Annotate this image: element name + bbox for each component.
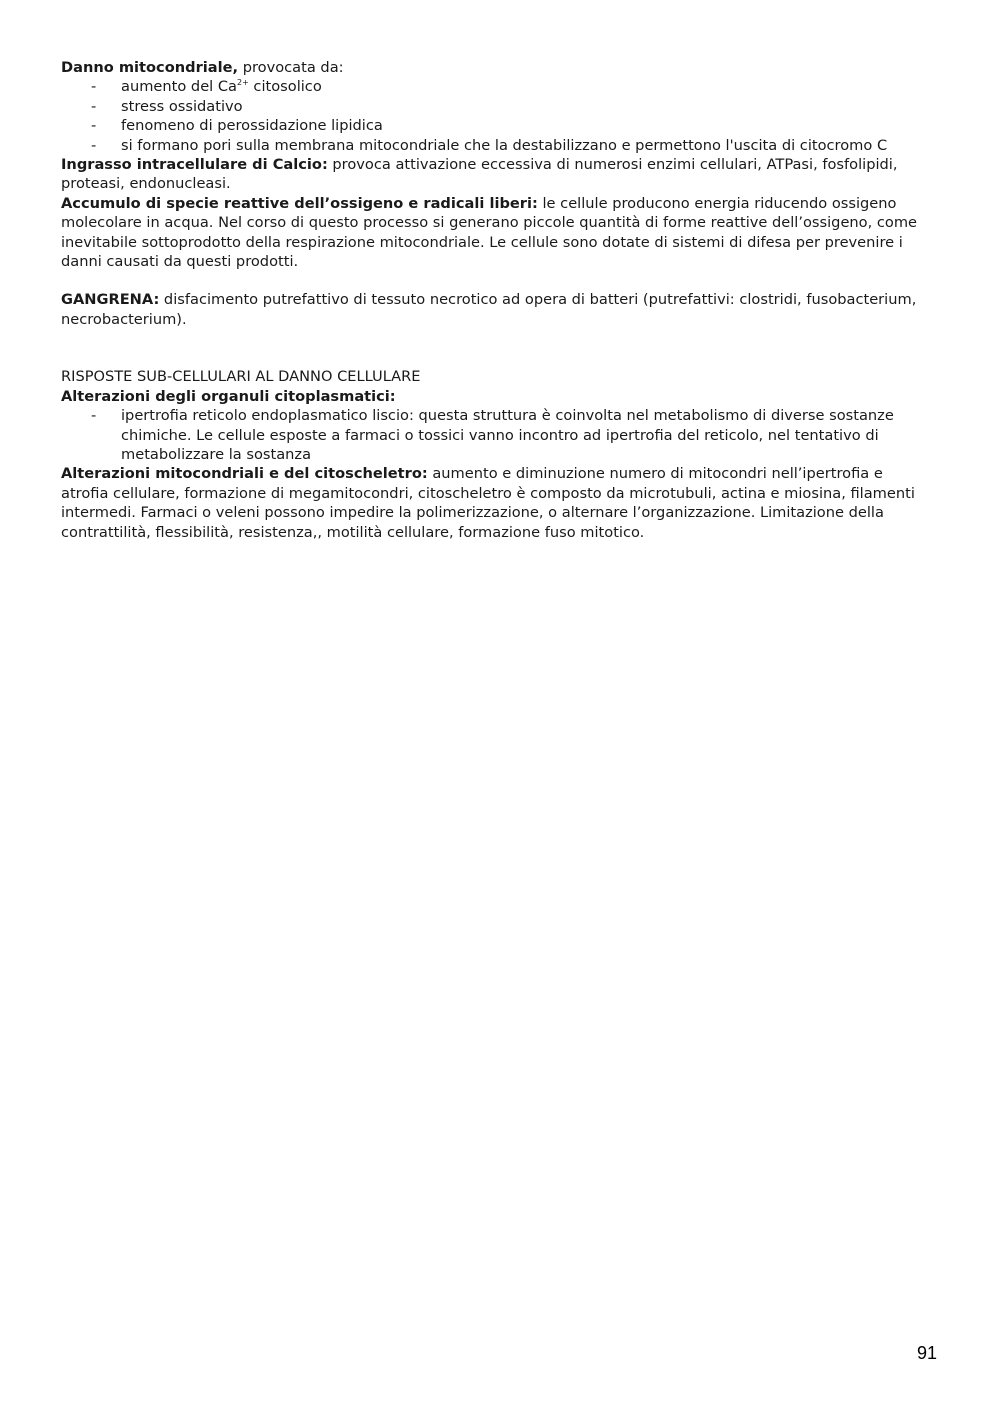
ossigeno-paragraph: [61, 194, 933, 272]
gangrena-text: disfacimento putrefattivo di tessuto necrotico ad opera di batteri (putrefattivi: clostridi, fusobacterium, necrobacterium).: [61, 291, 917, 328]
list-item-text: aumento del Ca: [121, 78, 237, 96]
citoscheletro-paragraph: [61, 464, 933, 542]
ossigeno-text: le cellule producono energia riducendo ossigeno molecolare in acqua. Nel corso di questo processo si generano piccole quantità di forme reattive dell’ossigeno, come inevitabile sottoprodotto della respirazione mitocondriale. Le cellule sono dotate di sistemi di difesa per prevenire i danni causati da questi prodotti.: [61, 194, 918, 271]
calcio-text: provoca attivazione eccessiva di numerosi enzimi cellulari, ATPasi, fosfolipidi, proteasi, endonucleasi.: [61, 156, 898, 193]
organuli-title: Alterazioni degli organuli citoplasmatici:: [61, 387, 396, 405]
danno-mitocondriale-title: Danno mitocondriale,: [61, 59, 239, 76]
section-heading: RISPOSTE SUB-CELLULARI AL DANNO CELLULARE: [61, 368, 421, 386]
calcio-paragraph: [61, 155, 933, 194]
gangrena-title: GANGRENA:: [61, 291, 160, 309]
spacer: [61, 271, 933, 290]
list-item-perossidazione: - fenomeno di perossidazione lipidica: [61, 116, 933, 135]
calcio-title: Ingrasso intracellulare di Calcio:: [61, 156, 328, 174]
list-item-pori-membrana: - si formano pori sulla membrana mitocondriale che la destabilizzano e permettono l'uscita di citocromo C: [61, 136, 933, 155]
list-item-calcio-citosolico: [61, 77, 933, 96]
list-item-ipertrofia-reticolo: - ipertrofia reticolo endoplasmatico liscio: questa struttura è coinvolta nel metabolismo di diverse sostanze chimiche. Le cellule esposte a farmaci o tossici vanno incontro ad ipertrofia del reticolo, nel tentativo di metabolizzare la sostanza: [61, 406, 933, 464]
list-item-text: citosolico: [248, 78, 322, 96]
superscript-charge: 2+: [237, 78, 249, 88]
organuli-list: [61, 406, 933, 464]
danno-mitocondriale-list: [61, 77, 933, 155]
organuli-paragraph: [61, 387, 933, 406]
ossigeno-title: Accumulo di specie reattive dell’ossigeno e radicali liberi:: [61, 194, 538, 212]
danno-mitocondriale-paragraph: [61, 58, 933, 77]
document-body: [61, 58, 933, 542]
list-item-stress-ossidativo: - stress ossidativo: [61, 97, 933, 116]
citoscheletro-text: aumento e diminuzione numero di mitocondri nell’ipertrofia e atrofia cellulare, formazione di megamitocondri, citoscheletro è composto da microtubuli, actina e miosina, filamenti intermedi. Farmaci o veleni possono impedire la polimerizzazione, o alternare l’organizzazione. Limitazione della contrattilità, flessibilità, resistenza,, motilità cellulare, formazione fuso mitotico.: [61, 465, 915, 541]
spacer: [61, 329, 933, 367]
page-number: 91: [917, 1343, 938, 1363]
danno-mitocondriale-text: provocata da:: [238, 59, 344, 76]
citoscheletro-title: Alterazioni mitocondriali e del citoscheletro:: [61, 465, 428, 483]
gangrena-paragraph: [61, 290, 933, 329]
